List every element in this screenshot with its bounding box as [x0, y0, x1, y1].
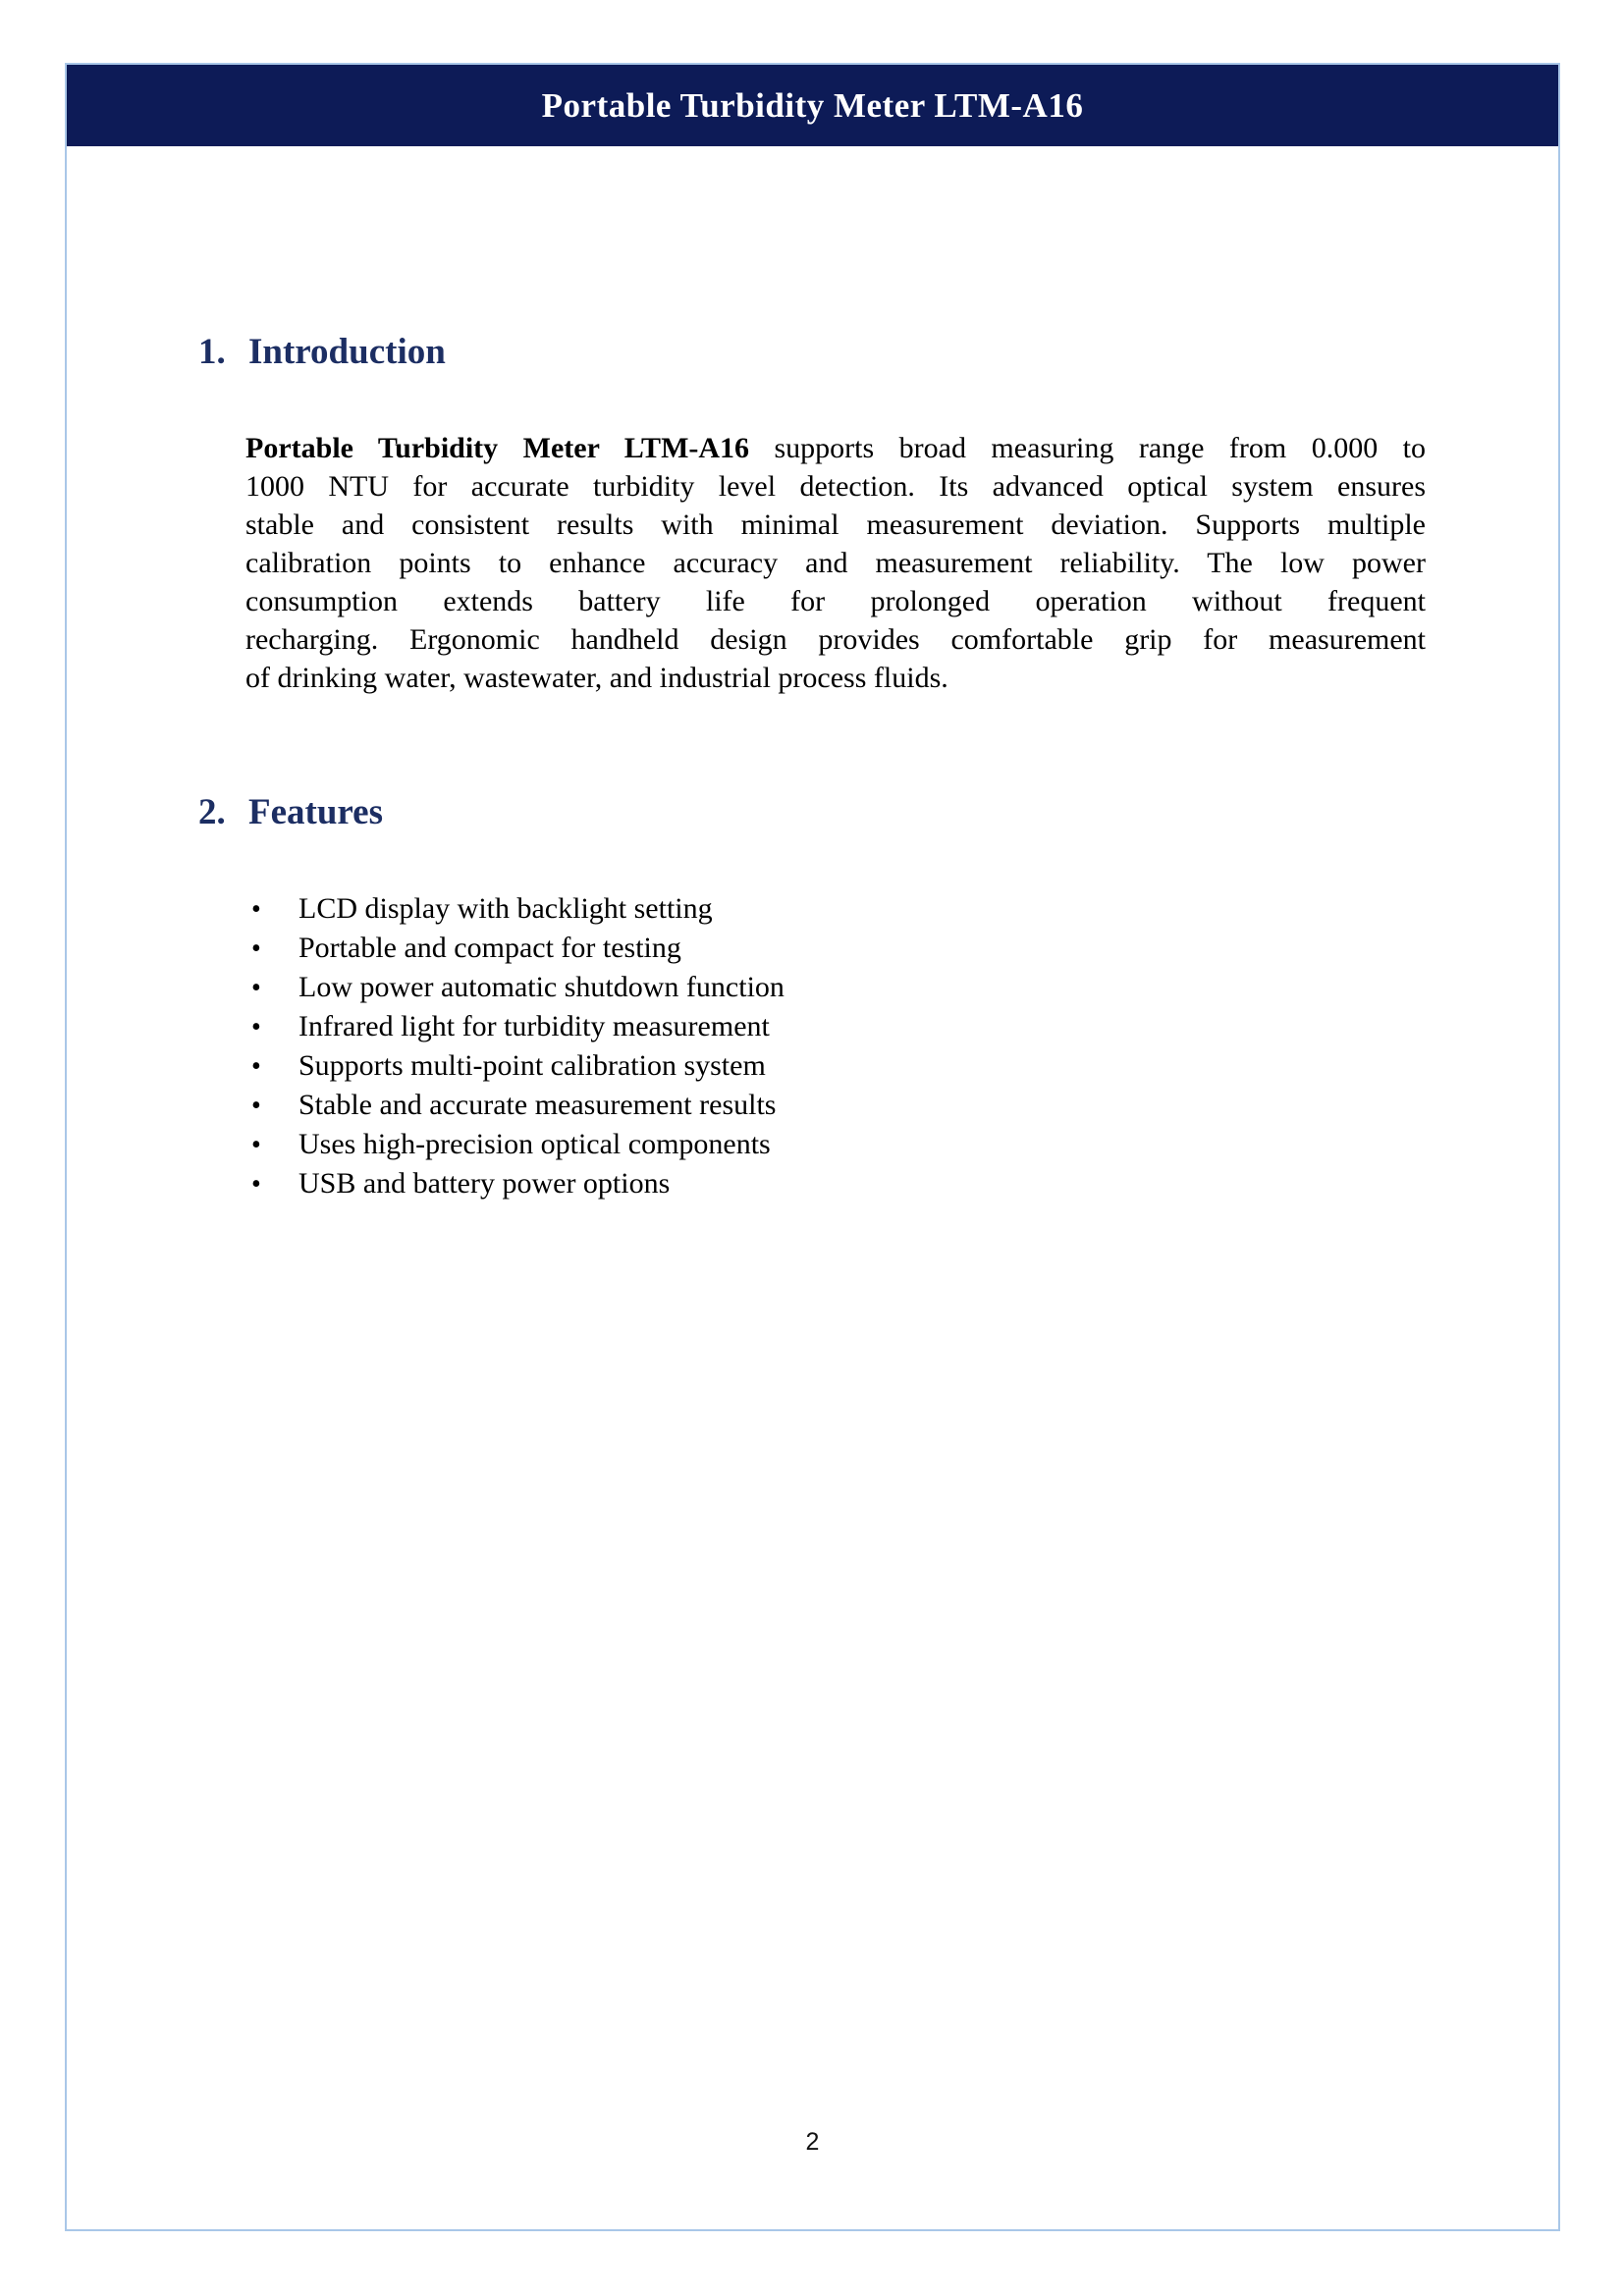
bullet-text: USB and battery power options	[298, 1167, 671, 1200]
paragraph-bold-lead: Portable Turbidity Meter LTM-A16	[245, 432, 750, 464]
paragraph-line	[245, 429, 1426, 467]
list-item	[251, 929, 785, 968]
list-item	[251, 1007, 785, 1046]
bullet-text: LCD display with backlight setting	[298, 892, 713, 925]
paragraph-line: consumption extends battery life for prolonged operation without frequent	[245, 585, 1426, 617]
bullet-text: Supports multi-point calibration system	[298, 1049, 766, 1082]
bullet-icon: •	[251, 934, 261, 964]
bullet-text: Uses high-precision optical components	[298, 1128, 771, 1160]
paragraph-line: calibration points to enhance accuracy and measurement reliability. The low power	[245, 547, 1426, 579]
bullet-text: Portable and compact for testing	[298, 932, 681, 964]
page-border-frame	[65, 63, 1560, 2231]
section-title: Introduction	[248, 332, 446, 372]
list-item	[251, 1125, 785, 1164]
header-bar	[67, 65, 1558, 146]
bullet-icon: •	[251, 973, 261, 1003]
paragraph-line-rest: supports broad measuring range from 0.000 to	[749, 432, 1427, 464]
list-item	[251, 889, 785, 929]
list-item	[251, 1086, 785, 1125]
bullet-icon: •	[251, 1012, 261, 1042]
bullet-text: Stable and accurate measurement results	[298, 1089, 777, 1121]
features-list	[251, 889, 785, 1203]
paragraph-line: stable and consistent results with minimal measurement deviation. Supports multiple	[245, 508, 1426, 541]
bullet-icon: •	[251, 1169, 261, 1200]
section-title: Features	[248, 792, 383, 832]
section-number: 1.	[198, 332, 226, 372]
bullet-icon: •	[251, 1130, 261, 1160]
bullet-icon: •	[251, 1051, 261, 1082]
section-heading-introduction	[198, 331, 446, 374]
page-title: Portable Turbidity Meter LTM-A16	[541, 85, 1084, 125]
paragraph-line: 1000 NTU for accurate turbidity level detection. Its advanced optical system ensures	[245, 470, 1426, 503]
section-number: 2.	[198, 792, 226, 832]
introduction-paragraph	[245, 429, 1426, 697]
bullet-icon: •	[251, 1091, 261, 1121]
paragraph-line: of drinking water, wastewater, and industrial process fluids.	[245, 662, 948, 694]
list-item	[251, 1046, 785, 1086]
page-number: 2	[805, 2128, 820, 2156]
paragraph-line: recharging. Ergonomic handheld design provides comfortable grip for measurement	[245, 623, 1426, 656]
bullet-text: Low power automatic shutdown function	[298, 971, 785, 1003]
bullet-text: Infrared light for turbidity measurement	[298, 1010, 770, 1042]
section-heading-features	[198, 791, 383, 834]
bullet-icon: •	[251, 894, 261, 925]
list-item	[251, 1164, 785, 1203]
list-item	[251, 968, 785, 1007]
